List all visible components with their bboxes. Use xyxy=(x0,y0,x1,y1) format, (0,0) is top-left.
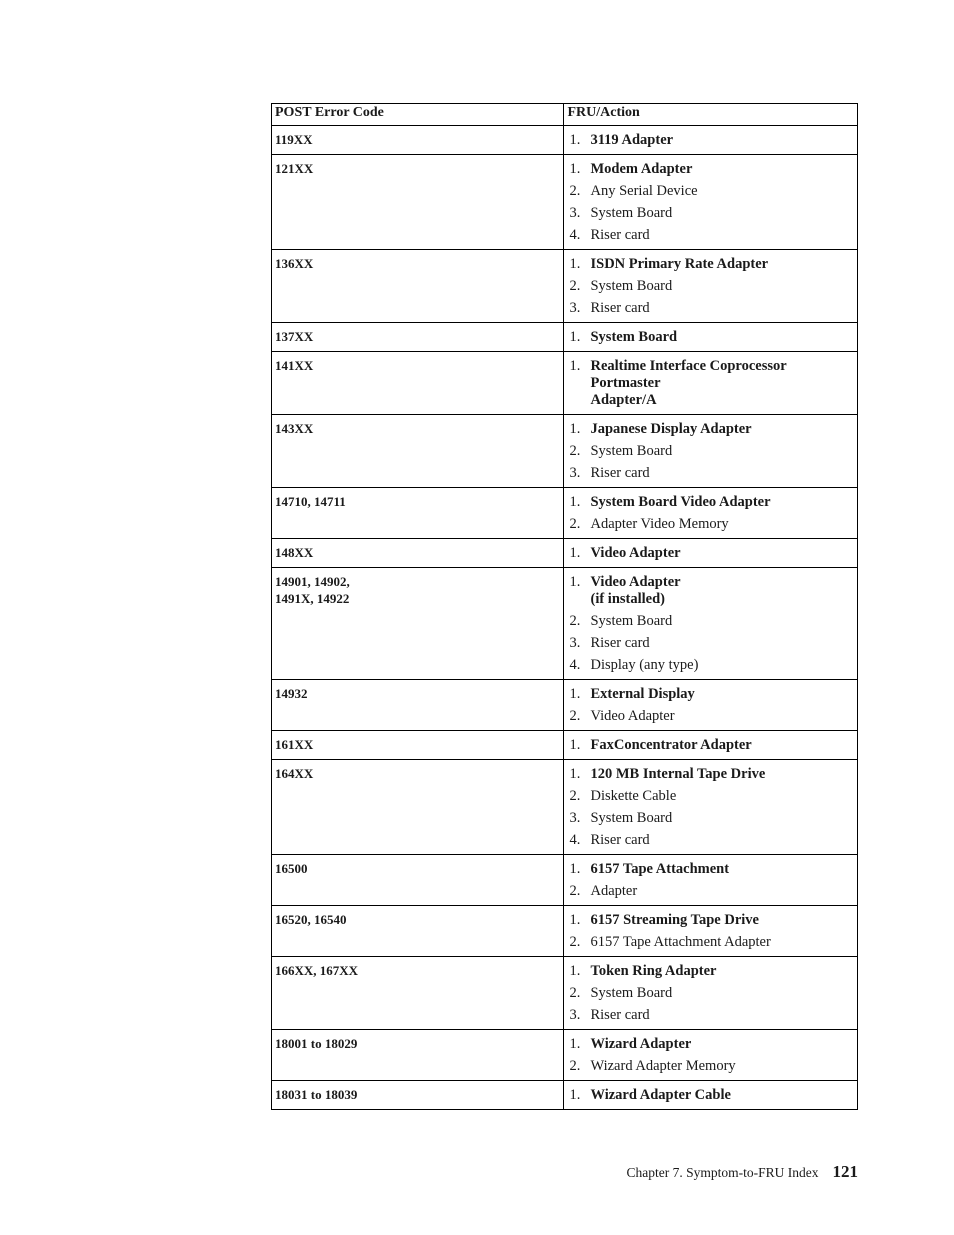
fru-action-item xyxy=(564,421,857,438)
fru-action-item xyxy=(564,132,857,149)
header-post-error-code: POST Error Code xyxy=(272,104,564,126)
error-code-cell: 14901, 14902, 1491X, 14922 xyxy=(272,568,564,680)
fru-action-text: Diskette Cable xyxy=(590,788,677,804)
list-item-number: 2. xyxy=(569,443,581,459)
fru-action-item xyxy=(564,810,857,827)
fru-action-list xyxy=(564,329,857,346)
fru-action-item xyxy=(564,788,857,805)
table-row xyxy=(272,568,858,680)
list-item-number: 4. xyxy=(569,227,581,243)
list-item-number: 3. xyxy=(569,300,581,316)
fru-action-item xyxy=(564,613,857,630)
fru-action-text: Wizard Adapter Memory xyxy=(590,1058,736,1074)
fru-action-item xyxy=(564,1087,857,1104)
list-item-number: 2. xyxy=(569,708,581,724)
fru-action-list xyxy=(564,912,857,951)
list-item-number: 1. xyxy=(569,861,581,877)
fru-action-list xyxy=(564,494,857,533)
list-item-number: 2. xyxy=(569,883,581,899)
error-code-cell: 16500 xyxy=(272,855,564,906)
fru-action-cell xyxy=(564,855,858,906)
fru-action-cell xyxy=(564,250,858,323)
list-item-number: 2. xyxy=(569,985,581,1001)
table-row xyxy=(272,731,858,760)
fru-action-cell xyxy=(564,568,858,680)
fru-action-list xyxy=(564,161,857,244)
fru-action-text: 6157 Tape Attachment xyxy=(590,861,730,877)
fru-action-item xyxy=(564,227,857,244)
fru-action-text: System Board xyxy=(590,205,673,221)
list-item-number: 3. xyxy=(569,635,581,651)
error-code-cell: 16520, 16540 xyxy=(272,906,564,957)
fru-action-item xyxy=(564,708,857,725)
error-code-cell: 14932 xyxy=(272,680,564,731)
list-item-number: 3. xyxy=(569,465,581,481)
error-code-cell: 121XX xyxy=(272,155,564,250)
fru-action-item xyxy=(564,883,857,900)
fru-action-item xyxy=(564,832,857,849)
fru-action-list xyxy=(564,421,857,482)
fru-action-text: Token Ring Adapter xyxy=(590,963,717,979)
table-row xyxy=(272,250,858,323)
fru-action-cell xyxy=(564,731,858,760)
fru-action-item xyxy=(564,205,857,222)
list-item-number: 1. xyxy=(569,545,581,561)
fru-action-cell xyxy=(564,957,858,1030)
fru-action-text: Video Adapter xyxy=(590,545,681,561)
page-footer xyxy=(627,1162,859,1182)
fru-action-text: Riser card xyxy=(590,1007,650,1023)
fru-action-item xyxy=(564,912,857,929)
table-row xyxy=(272,906,858,957)
fru-action-list xyxy=(564,737,857,754)
table-header-row xyxy=(272,104,858,126)
fru-action-text: System Board xyxy=(590,985,673,1001)
list-item-number: 2. xyxy=(569,788,581,804)
list-item-number: 1. xyxy=(569,766,581,782)
fru-action-text: Riser card xyxy=(590,832,650,848)
fru-action-text: Wizard Adapter xyxy=(590,1036,692,1052)
fru-action-item xyxy=(564,183,857,200)
error-code-cell: 141XX xyxy=(272,352,564,415)
fru-action-cell xyxy=(564,1030,858,1081)
fru-action-item xyxy=(564,443,857,460)
fru-action-text: Realtime Interface Coprocessor Portmaster Adapter/A xyxy=(590,358,787,408)
list-item-number: 1. xyxy=(569,1087,581,1103)
fru-action-text: Video Adapter xyxy=(590,708,675,724)
fru-action-text: System Board xyxy=(590,810,673,826)
fru-action-list xyxy=(564,963,857,1024)
chapter-title: Chapter 7. Symptom-to-FRU Index xyxy=(626,1165,819,1180)
fru-action-list xyxy=(564,545,857,562)
list-item-number: 2. xyxy=(569,1058,581,1074)
fru-action-item xyxy=(564,516,857,533)
fru-action-list xyxy=(564,132,857,149)
list-item-number: 1. xyxy=(569,358,581,374)
error-code-cell: 18001 to 18029 xyxy=(272,1030,564,1081)
fru-action-text: Riser card xyxy=(590,465,650,481)
list-item-number: 1. xyxy=(569,737,581,753)
list-item-number: 1. xyxy=(569,963,581,979)
table-row xyxy=(272,760,858,855)
fru-action-item xyxy=(564,545,857,562)
fru-action-list xyxy=(564,686,857,725)
list-item-number: 2. xyxy=(569,516,581,532)
fru-action-list xyxy=(564,574,857,674)
list-item-number: 1. xyxy=(569,574,581,590)
fru-action-list xyxy=(564,1087,857,1104)
list-item-number: 1. xyxy=(569,686,581,702)
fru-action-cell xyxy=(564,126,858,155)
fru-action-text: Modem Adapter xyxy=(590,161,693,177)
fru-action-item xyxy=(564,985,857,1002)
error-code-cell: 166XX, 167XX xyxy=(272,957,564,1030)
fru-action-cell xyxy=(564,1081,858,1110)
list-item-number: 1. xyxy=(569,161,581,177)
fru-action-item xyxy=(564,358,857,409)
fru-action-item xyxy=(564,635,857,652)
error-code-cell: 14710, 14711 xyxy=(272,488,564,539)
fru-action-text: Riser card xyxy=(590,300,650,316)
table-row xyxy=(272,957,858,1030)
fru-action-item xyxy=(564,1036,857,1053)
fru-action-item xyxy=(564,1058,857,1075)
fru-action-cell xyxy=(564,415,858,488)
fru-action-text: System Board xyxy=(590,329,678,345)
fru-action-item xyxy=(564,300,857,317)
list-item-number: 1. xyxy=(569,256,581,272)
table-row xyxy=(272,323,858,352)
fru-action-item xyxy=(564,278,857,295)
post-error-table xyxy=(271,103,858,1110)
fru-action-text: Riser card xyxy=(590,635,650,651)
fru-action-text: ISDN Primary Rate Adapter xyxy=(590,256,769,272)
fru-action-text: 6157 Streaming Tape Drive xyxy=(590,912,759,928)
fru-action-cell xyxy=(564,760,858,855)
list-item-number: 2. xyxy=(569,934,581,950)
fru-action-cell xyxy=(564,352,858,415)
fru-action-text: System Board Video Adapter xyxy=(590,494,771,510)
table-row xyxy=(272,352,858,415)
fru-action-text: External Display xyxy=(590,686,695,702)
fru-action-item xyxy=(564,465,857,482)
fru-action-text: System Board xyxy=(590,613,673,629)
fru-action-cell xyxy=(564,488,858,539)
error-code-cell: 143XX xyxy=(272,415,564,488)
fru-action-item xyxy=(564,861,857,878)
table-row xyxy=(272,415,858,488)
fru-action-text: 3119 Adapter xyxy=(590,132,674,148)
list-item-number: 1. xyxy=(569,421,581,437)
fru-action-list xyxy=(564,1036,857,1075)
fru-action-text: 6157 Tape Attachment Adapter xyxy=(590,934,771,950)
table-row xyxy=(272,855,858,906)
table-row xyxy=(272,1081,858,1110)
fru-action-cell xyxy=(564,539,858,568)
table-row xyxy=(272,126,858,155)
fru-action-item xyxy=(564,657,857,674)
fru-action-text: Japanese Display Adapter xyxy=(590,421,752,437)
fru-action-text: Video Adapter (if installed) xyxy=(590,574,681,607)
list-item-number: 1. xyxy=(569,494,581,510)
table-row xyxy=(272,488,858,539)
fru-action-item xyxy=(564,161,857,178)
error-code-cell: 161XX xyxy=(272,731,564,760)
error-code-cell: 119XX xyxy=(272,126,564,155)
fru-action-text: 120 MB Internal Tape Drive xyxy=(590,766,766,782)
table-row xyxy=(272,155,858,250)
table-row xyxy=(272,680,858,731)
table-row xyxy=(272,539,858,568)
fru-action-cell xyxy=(564,323,858,352)
list-item-number: 2. xyxy=(569,278,581,294)
header-fru-action: FRU/Action xyxy=(564,104,858,126)
fru-action-cell xyxy=(564,155,858,250)
fru-action-text: Wizard Adapter Cable xyxy=(590,1087,731,1103)
page-number: 121 xyxy=(832,1162,858,1181)
fru-action-item xyxy=(564,256,857,273)
fru-action-item xyxy=(564,329,857,346)
table-body xyxy=(272,126,858,1110)
list-item-number: 3. xyxy=(569,810,581,826)
error-code-cell: 137XX xyxy=(272,323,564,352)
fru-action-item xyxy=(564,934,857,951)
list-item-number: 1. xyxy=(569,1036,581,1052)
list-item-number: 3. xyxy=(569,1007,581,1023)
error-code-cell: 136XX xyxy=(272,250,564,323)
fru-action-item xyxy=(564,766,857,783)
list-item-number: 3. xyxy=(569,205,581,221)
fru-action-text: System Board xyxy=(590,278,673,294)
fru-action-item xyxy=(564,963,857,980)
list-item-number: 4. xyxy=(569,657,581,673)
fru-action-item xyxy=(564,574,857,608)
fru-action-text: Adapter xyxy=(590,883,638,899)
list-item-number: 1. xyxy=(569,132,581,148)
fru-action-item xyxy=(564,1007,857,1024)
error-code-cell: 18031 to 18039 xyxy=(272,1081,564,1110)
fru-action-text: Display (any type) xyxy=(590,657,699,673)
fru-action-text: Riser card xyxy=(590,227,650,243)
error-code-cell: 164XX xyxy=(272,760,564,855)
fru-action-text: Any Serial Device xyxy=(590,183,698,199)
fru-action-list xyxy=(564,861,857,900)
fru-action-cell xyxy=(564,906,858,957)
fru-action-text: Adapter Video Memory xyxy=(590,516,729,532)
fru-action-text: FaxConcentrator Adapter xyxy=(590,737,752,753)
fru-action-list xyxy=(564,358,857,409)
list-item-number: 1. xyxy=(569,912,581,928)
list-item-number: 1. xyxy=(569,329,581,345)
fru-action-text: System Board xyxy=(590,443,673,459)
table-row xyxy=(272,1030,858,1081)
error-code-cell: 148XX xyxy=(272,539,564,568)
list-item-number: 2. xyxy=(569,613,581,629)
fru-action-list xyxy=(564,766,857,849)
fru-action-item xyxy=(564,686,857,703)
fru-action-item xyxy=(564,737,857,754)
fru-action-list xyxy=(564,256,857,317)
list-item-number: 2. xyxy=(569,183,581,199)
list-item-number: 4. xyxy=(569,832,581,848)
fru-action-item xyxy=(564,494,857,511)
fru-action-cell xyxy=(564,680,858,731)
